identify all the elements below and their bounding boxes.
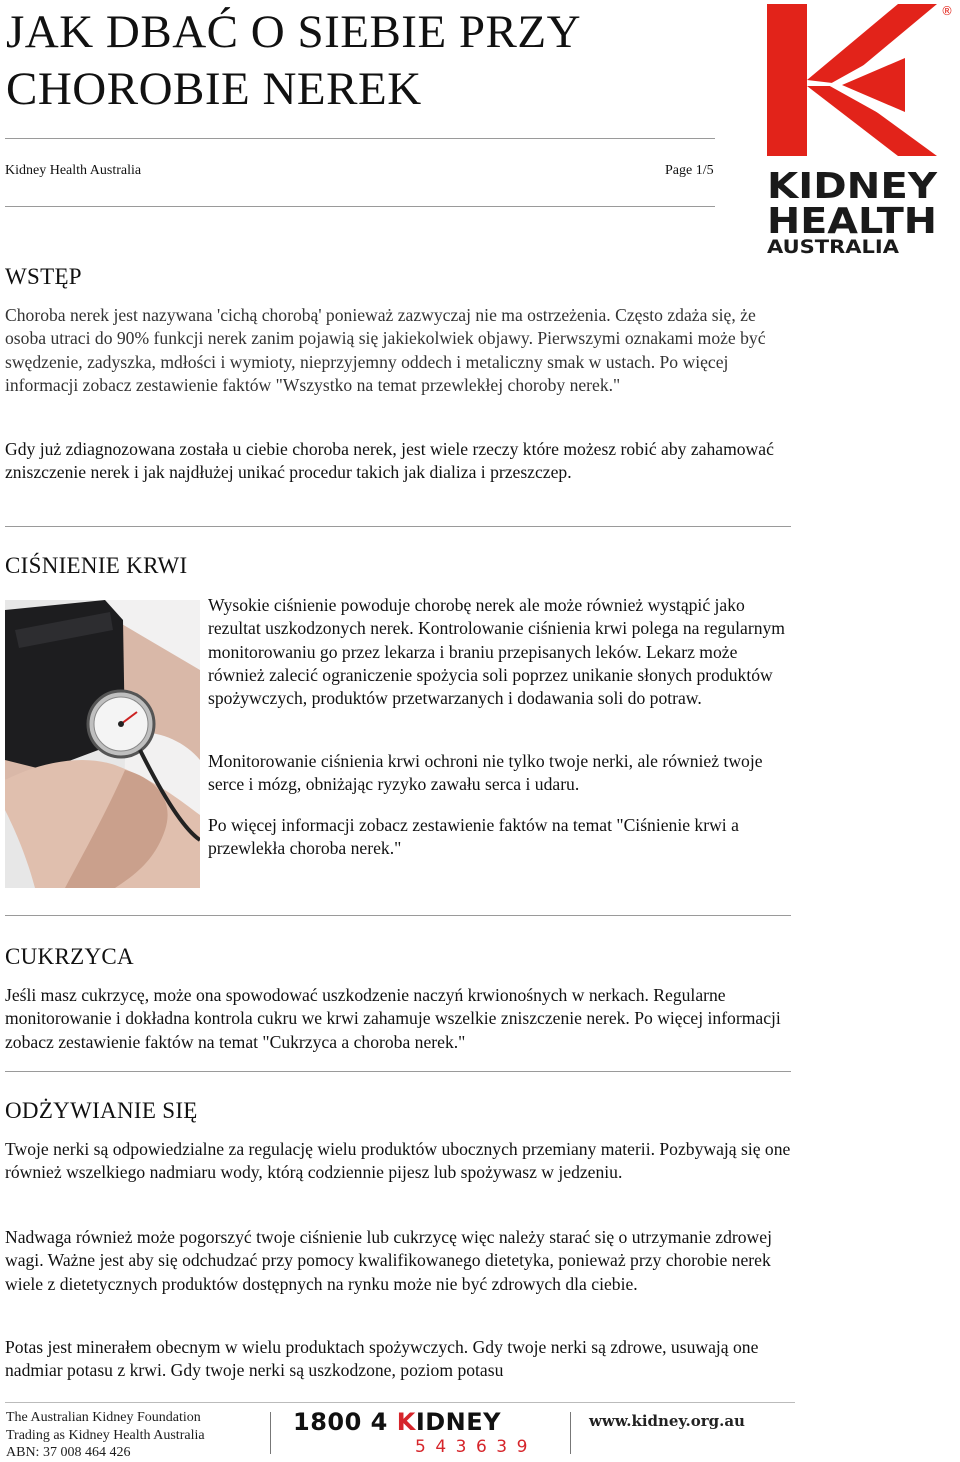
section-heading-intro: WSTĘP — [5, 264, 82, 289]
blood-pressure-paragraph-3: Po więcej informacji zobacz zestawienie faktów na temat "Ciśnienie krwi a przewlekła choroba nerek." — [208, 815, 739, 859]
kidney-health-australia-logo — [766, 0, 956, 260]
footer-phone-number: 1800 4 KIDNEY — [293, 1408, 502, 1436]
footer-phone-digits: 543639 — [415, 1437, 537, 1457]
footer-foundation-info — [6, 1409, 205, 1462]
blood-pressure-paragraph-2: Monitorowanie ciśnienia krwi ochroni nie tylko twoje nerki, ale również twoje serce i mózg, obniżając ryzyko zawału serca i udaru. — [208, 751, 763, 795]
diabetes-paragraph-1: Jeśli masz cukrzycę, może ona spowodować uszkodzenie naczyń krwionośnych w nerkach. Regularne monitorowanie i dokładna kontrola cukru we krwi zahamuje wszelkie zniszczenie nerek. Po więcej informacji zobacz zestawienie faktów na temat "Cukrzyca a choroba nerek." — [5, 985, 781, 1052]
logo-text-kidney: KIDNEY — [767, 166, 939, 207]
footer-divider — [5, 1402, 795, 1403]
blood-pressure-photo — [5, 600, 200, 888]
blood-pressure-paragraph-1: Wysokie ciśnienie powoduje chorobę nerek ale może również wystąpić jako rezultat uszkodzonych nerek. Kontrolowanie ciśnienia krwi polega na regularnym monitorowaniu go przez lekarza i braniu przepisanych leków. Lekarz może również zalecić ograniczenie spożycia soli poprzez unikanie słonych produktów spożywczych, produktów przetwarzanych i dodawania soli do potraw. — [208, 595, 785, 709]
intro-paragraph-1: Choroba nerek jest nazywana 'cichą chorobą' ponieważ zazwyczaj nie ma ostrzeżenia. Często zdaża się, że osoba utraci do 90% funkcji nerek zanim pojawią się jakiekolwiek objawy. Pierwszymi oznakami może być swędzenie, zadyszka, mdłości i wymioty, nieprzyjemny oddech i metaliczny smak w ustach. Po więcej informacji zobacz zestawienie faktów "Wszystko na temat przewlekłej choroby nerek." — [5, 305, 766, 395]
section-heading-diabetes: CUKRZYCA — [5, 944, 134, 969]
section-divider — [5, 915, 791, 916]
footer-separator — [270, 1412, 271, 1454]
page-number: Page 1/5 — [665, 163, 714, 178]
logo-text-australia: AUSTRALIA — [767, 236, 900, 258]
header-divider-top — [5, 138, 715, 139]
logo-text-health: HEALTH — [767, 201, 937, 242]
phone-k-letter: K — [396, 1408, 416, 1436]
footer-website-link[interactable]: www.kidney.org.au — [589, 1412, 745, 1430]
section-divider — [5, 526, 791, 527]
footer-phone[interactable] — [293, 1408, 543, 1458]
footer-trading-name: Trading as Kidney Health Australia — [6, 1427, 205, 1443]
logo-k-mark — [767, 4, 937, 156]
section-heading-nutrition: ODŻYWIANIE SIĘ — [5, 1098, 198, 1123]
header-divider-bottom — [5, 206, 715, 207]
footer-foundation-name: The Australian Kidney Foundation — [6, 1410, 201, 1425]
footer-separator — [570, 1412, 571, 1454]
intro-paragraph-2: Gdy już zdiagnozowana została u ciebie choroba nerek, jest wiele rzeczy które możesz robić aby zahamować zniszczenie nerek i jak najdłużej unikać procedur takich jak dializa i przeszczep. — [5, 439, 774, 483]
organization-name: Kidney Health Australia — [5, 163, 142, 178]
registered-mark: ® — [941, 4, 953, 18]
nutrition-paragraph-1: Twoje nerki są odpowiedzialne za regulację wielu produktów ubocznych przemiany materii. Pozbywają się one również wszelkiego nadmiaru wody, którą codziennie pijesz lub spożywasz w jedzeniu. — [5, 1139, 791, 1183]
nutrition-paragraph-3: Potas jest minerałem obecnym w wielu produktach spożywczych. Gdy twoje nerki są zdrowe, usuwają one nadmiar potasu z krwi. Gdy twoje nerki są uszkodzone, poziom potasu — [5, 1337, 759, 1381]
nutrition-paragraph-2: Nadwaga również może pogorszyć twoje ciśnienie lub cukrzycę więc należy starać się o utrzymanie zdrowej wagi. Ważne jest aby się odchudzać przy pomocy kwalifikowanego dietetyka, ponieważ przy chorobie nerek wiele z dietetycznych produktów dostępnych na rynku może nie być zdrowych dla ciebie. — [5, 1227, 772, 1294]
section-heading-blood-pressure: CIŚNIENIE KRWI — [5, 553, 188, 578]
document-title: JAK DBAĆ O SIEBIE PRZY CHOROBIE NEREK — [6, 6, 580, 115]
section-divider — [5, 1071, 791, 1072]
footer-abn: ABN: 37 008 464 426 — [6, 1445, 131, 1460]
